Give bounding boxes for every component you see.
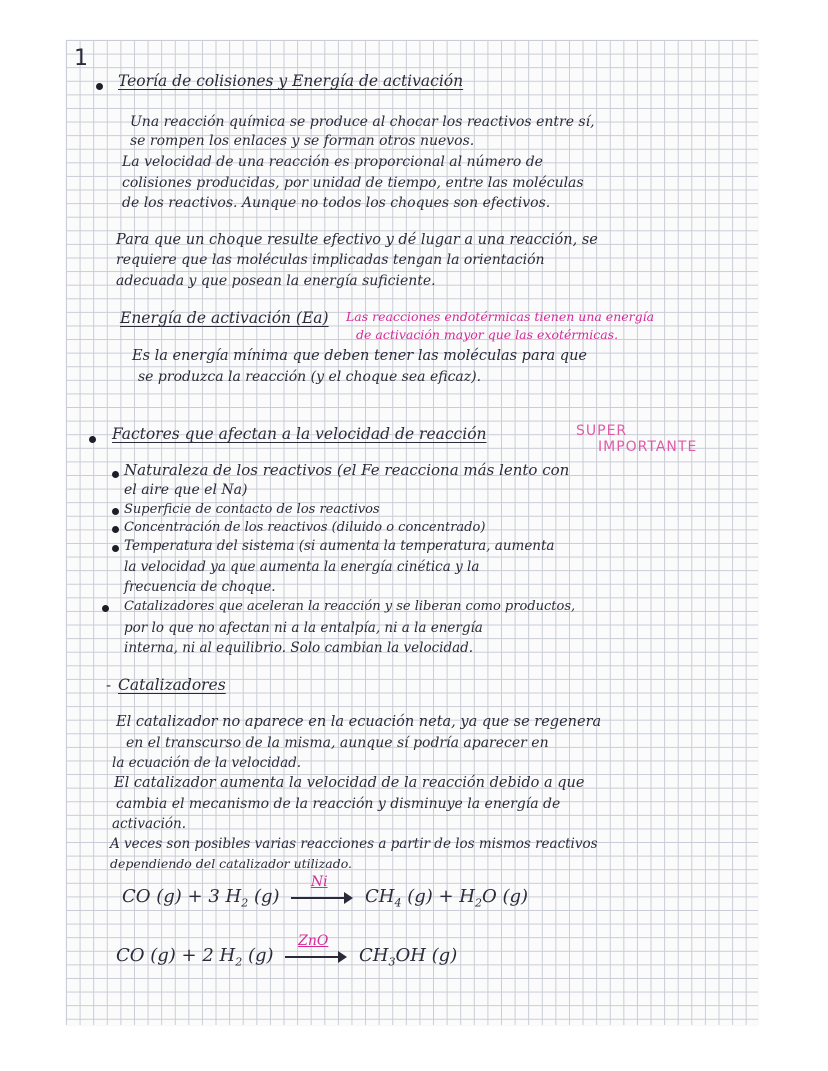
section-title-factors: Factores que afectan a la velocidad de reacción bbox=[112, 425, 487, 443]
reaction-arrow-icon bbox=[285, 933, 347, 965]
bullet-icon bbox=[102, 605, 109, 612]
equation-products-tail: O (g) bbox=[481, 886, 529, 907]
subscript: 2 bbox=[474, 896, 482, 910]
equation-reactants: CO (g) + 2 H bbox=[116, 945, 236, 966]
subscript: 2 bbox=[241, 896, 249, 910]
section-title-catalysts: Catalizadores bbox=[118, 676, 226, 694]
text-line: colisiones producidas, por unidad de tiempo, entre las moléculas bbox=[122, 175, 584, 191]
badge-line: IMPORTANTE bbox=[598, 439, 698, 455]
equation-products: CH bbox=[364, 886, 395, 907]
note-endothermic: de activación mayor que las exotérmicas. bbox=[356, 327, 619, 342]
list-item: Catalizadores que aceleran la reacción y se liberan como productos, bbox=[124, 599, 576, 614]
text-line: El catalizador aumenta la velocidad de la reacción debido a que bbox=[114, 775, 585, 791]
equation-reactants-tail: (g) bbox=[242, 945, 274, 966]
text-line: activación. bbox=[112, 816, 187, 832]
corner-mark: 1 bbox=[74, 46, 88, 71]
bullet-icon bbox=[112, 545, 119, 552]
equation-reactants: CO (g) + 3 H bbox=[122, 886, 242, 907]
bullet-icon bbox=[89, 436, 96, 443]
notebook-page bbox=[66, 40, 758, 1025]
list-item: Naturaleza de los reactivos (el Fe reacciona más lento con bbox=[124, 461, 570, 479]
section-title-collisions: Teoría de colisiones y Energía de activación bbox=[118, 72, 464, 90]
list-item: el aire que el Na) bbox=[124, 482, 248, 498]
equation-products: CH bbox=[358, 945, 389, 966]
text-line: en el transcurso de la misma, aunque sí podría aparecer en bbox=[126, 735, 549, 751]
catalyst-label: ZnO bbox=[298, 933, 329, 949]
list-item: por lo que no afectan ni a la entalpía, ni a la energía bbox=[124, 620, 483, 636]
text-line: La velocidad de una reacción es proporcional al número de bbox=[122, 154, 543, 170]
subtitle-activation-energy: Energía de activación (Ea) bbox=[120, 309, 329, 327]
equation-products-tail: OH (g) bbox=[395, 945, 458, 966]
text-line: A veces son posibles varias reacciones a partir de los mismos reactivos bbox=[110, 836, 598, 852]
badge-line: SUPER bbox=[576, 423, 628, 439]
list-item: Temperatura del sistema (si aumenta la temperatura, aumenta bbox=[124, 538, 555, 554]
subscript: 3 bbox=[388, 955, 396, 969]
super-important-badge bbox=[576, 423, 726, 455]
equation-zinc-oxide bbox=[116, 933, 458, 969]
bullet-icon bbox=[112, 471, 119, 478]
text-line: dependiendo del catalizador utilizado. bbox=[110, 856, 352, 871]
text-line: de los reactivos. Aunque no todos los choques son efectivos. bbox=[122, 195, 551, 211]
bullet-icon bbox=[112, 526, 119, 533]
list-item: frecuencia de choque. bbox=[124, 579, 276, 595]
text-line: adecuada y que posean la energía suficiente. bbox=[116, 273, 436, 289]
list-item: Superficie de contacto de los reactivos bbox=[124, 502, 380, 517]
text-line: Una reacción química se produce al chocar los reactivos entre sí, bbox=[130, 114, 595, 130]
note-endothermic: Las reacciones endotérmicas tienen una energía bbox=[346, 309, 655, 324]
bullet-icon bbox=[112, 508, 119, 515]
subscript: 2 bbox=[235, 955, 243, 969]
list-item: la velocidad ya que aumenta la energía cinética y la bbox=[124, 559, 480, 575]
subscript: 4 bbox=[394, 896, 402, 910]
text-line: se produzca la reacción (y el choque sea eficaz). bbox=[138, 369, 482, 385]
text-line: Para que un choque resulte efectivo y dé lugar a una reacción, se bbox=[116, 232, 598, 248]
equation-nickel bbox=[122, 874, 529, 910]
text-line: requiere que las moléculas implicadas tengan la orientación bbox=[116, 252, 545, 268]
text-line: Es la energía mínima que deben tener las moléculas para que bbox=[132, 348, 587, 364]
text-line: se rompen los enlaces y se forman otros nuevos. bbox=[130, 133, 475, 149]
equation-products-mid: (g) + H bbox=[401, 886, 475, 907]
list-item: Concentración de los reactivos (diluido o concentrado) bbox=[124, 520, 486, 535]
reaction-arrow-icon bbox=[291, 874, 353, 906]
equation-reactants-tail: (g) bbox=[248, 886, 280, 907]
text-line: El catalizador no aparece en la ecuación neta, ya que se regenera bbox=[116, 714, 602, 730]
bullet-icon bbox=[96, 83, 103, 90]
text-line: la ecuación de la velocidad. bbox=[112, 755, 302, 771]
list-item: interna, ni al equilibrio. Solo cambian la velocidad. bbox=[124, 640, 474, 656]
text-line: cambia el mecanismo de la reacción y disminuye la energía de bbox=[116, 796, 561, 812]
dash-marker: - bbox=[106, 676, 112, 694]
catalyst-label: Ni bbox=[310, 874, 328, 890]
